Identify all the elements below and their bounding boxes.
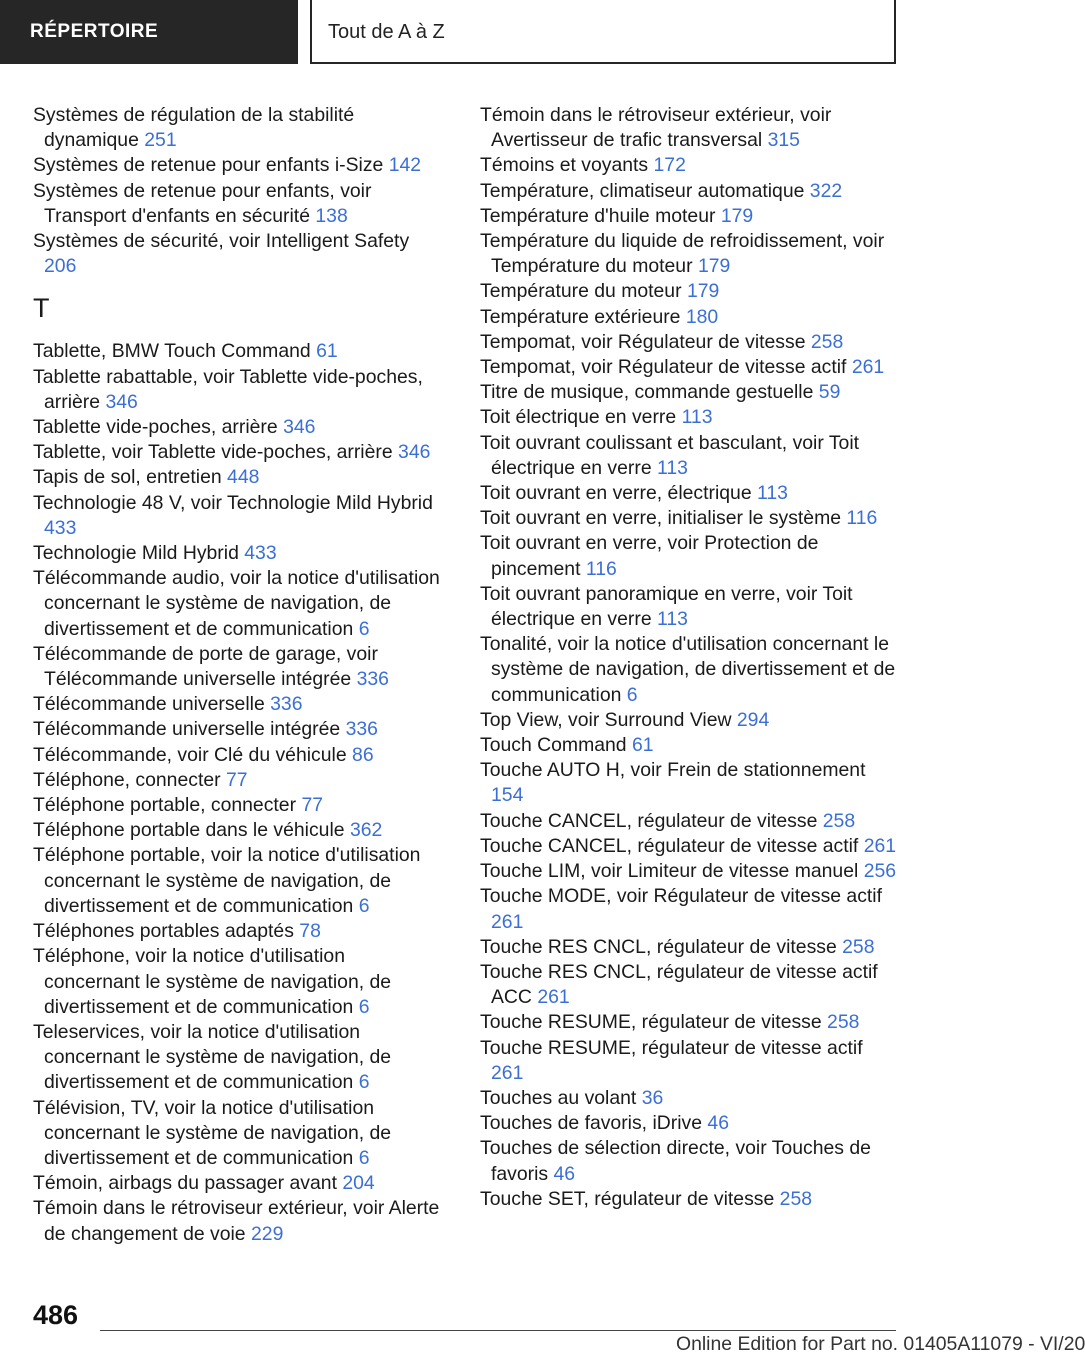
index-entry-text: Technologie Mild Hybrid	[33, 542, 239, 565]
index-entry	[33, 415, 443, 440]
index-entry-text: Touche SET, régulateur de vitesse	[480, 1187, 775, 1210]
page-reference-link[interactable]: 258	[842, 935, 875, 958]
index-entry-text: Technologie 48 V, voir Technologie Mild Hybrid	[33, 491, 433, 514]
index-entry	[33, 491, 443, 541]
index-entry	[480, 431, 900, 481]
index-entry-text: Télécommande de porte de garage, voir Télécommande universelle intégrée	[33, 642, 378, 691]
index-entry	[480, 632, 900, 708]
index-entry-text: Touche MODE, voir Régulateur de vitesse actif	[480, 885, 882, 908]
footer-divider	[100, 1330, 896, 1331]
index-entry	[480, 733, 900, 758]
page-reference-link[interactable]: 179	[697, 255, 731, 278]
index-entry	[33, 793, 443, 818]
page-reference-link[interactable]: 179	[720, 204, 754, 227]
index-entry-text: Température, climatiseur automatique	[480, 179, 805, 202]
index-entry	[33, 818, 443, 843]
index-entry-text: Température du liquide de refroidissement, voir Température du moteur	[480, 230, 885, 278]
index-entry	[480, 531, 900, 581]
page-reference-link[interactable]: 172	[653, 154, 686, 177]
index-entry	[33, 153, 443, 178]
index-entry-text: Touches de sélection directe, voir Touches de favoris	[480, 1137, 871, 1185]
index-entry-text: Tablette vide-poches, arrière	[33, 416, 278, 439]
page-reference-link[interactable]: 258	[779, 1187, 813, 1210]
index-entry	[33, 229, 443, 279]
index-entry	[33, 1096, 443, 1172]
index-entry-text: Téléphone portable, voir la notice d'utilisation concernant le système de navigation, de divertissement et de communication	[33, 844, 421, 917]
page-reference-link[interactable]: 6	[358, 1146, 370, 1169]
index-entry	[33, 717, 443, 742]
index-entry	[480, 1136, 900, 1186]
index-entry-text: Témoin dans le rétroviseur extérieur, voir Alerte de changement de voie	[33, 1197, 440, 1245]
index-entry-text: Touche CANCEL, régulateur de vitesse	[480, 809, 818, 832]
page-reference-link[interactable]: 315	[767, 129, 800, 152]
index-entry-text: Téléphone portable, connecter	[33, 794, 297, 817]
page-reference-link[interactable]: 336	[356, 668, 389, 691]
index-entry	[480, 834, 900, 859]
index-entry-text: Télécommande audio, voir la notice d'utilisation concernant le système de navigation, de divertissement et de communication	[33, 567, 440, 640]
page-reference-link[interactable]: 448	[227, 466, 260, 489]
index-entry-text: Touche LIM, voir Limiteur de vitesse manuel	[480, 860, 859, 883]
index-entry-text: Toit électrique en verre	[480, 406, 677, 429]
index-entry-text: Tonalité, voir la notice d'utilisation concernant le système de navigation, de divertissement et de communication	[480, 633, 896, 706]
page-reference-link[interactable]: 346	[283, 416, 316, 439]
section-label: RÉPERTOIRE	[30, 21, 159, 42]
index-entry-text: Témoin, airbags du passager avant	[33, 1172, 337, 1195]
page-reference-link[interactable]: 433	[44, 516, 77, 539]
page-reference-link[interactable]: 6	[358, 617, 370, 640]
index-entry	[480, 1036, 900, 1086]
index-entry-text: Touche AUTO H, voir Frein de stationnement	[480, 759, 866, 782]
page-reference-link[interactable]: 261	[851, 356, 885, 379]
page-reference-link[interactable]: 86	[352, 743, 374, 766]
index-entry	[480, 1111, 900, 1136]
index-entry	[33, 768, 443, 793]
index-entry	[480, 204, 900, 229]
index-entry	[33, 1171, 443, 1196]
index-entry	[33, 642, 443, 692]
index-entry-text: Toit ouvrant panoramique en verre, voir Toit électrique en verre	[480, 582, 853, 631]
index-entry-text: Tablette, BMW Touch Command	[33, 340, 311, 363]
index-entry-text: Toit ouvrant coulissant et basculant, voir Toit électrique en verre	[480, 431, 860, 479]
index-entry-text: Télécommande, voir Clé du véhicule	[33, 743, 347, 766]
page-reference-link[interactable]: 346	[398, 441, 431, 464]
index-entry-text: Systèmes de sécurité, voir Intelligent Safety	[33, 230, 410, 253]
page-reference-link[interactable]: 113	[657, 608, 688, 631]
page-reference-link[interactable]: 61	[631, 734, 654, 757]
index-entry-text: Touche RES CNCL, régulateur de vitesse	[480, 935, 837, 958]
index-entry-text: Télécommande universelle	[33, 693, 265, 716]
index-entry-text: Témoins et voyants	[480, 154, 649, 177]
page-reference-link[interactable]: 116	[846, 507, 878, 530]
page-reference-link[interactable]: 59	[818, 381, 841, 404]
index-entry	[33, 339, 443, 364]
index-entry	[480, 330, 900, 355]
index-entry	[480, 103, 900, 153]
index-entry	[33, 692, 443, 717]
page-reference-link[interactable]: 346	[105, 390, 138, 413]
page-reference-link[interactable]: 206	[44, 255, 77, 278]
page-reference-link[interactable]: 77	[301, 794, 324, 817]
page-reference-link[interactable]: 322	[809, 179, 843, 202]
index-letter-heading: T	[33, 293, 50, 324]
index-entry-text: Téléphones portables adaptés	[33, 920, 294, 943]
page-number: 486	[33, 1300, 79, 1330]
page-reference-link[interactable]: 46	[707, 1112, 729, 1135]
page-reference-link[interactable]: 116	[585, 557, 617, 580]
index-entry-text: Teleservices, voir la notice d'utilisation concernant le système de navigation, de divertissement et de communication	[33, 1020, 392, 1094]
index-entry	[480, 884, 900, 934]
index-entry	[480, 179, 900, 204]
index-entry	[33, 919, 443, 944]
index-entry	[33, 566, 443, 642]
index-entry	[480, 859, 900, 884]
page-reference-link[interactable]: 142	[388, 154, 422, 177]
index-entry	[480, 380, 900, 405]
index-entry	[480, 1187, 900, 1212]
index-entry-text: Toit ouvrant en verre, initialiser le système	[480, 507, 842, 530]
page-reference-link[interactable]: 294	[736, 708, 770, 731]
page-reference-link[interactable]: 336	[345, 718, 378, 741]
page-reference-link[interactable]: 180	[685, 305, 719, 328]
index-entry	[33, 843, 443, 919]
index-column-left	[33, 103, 443, 1247]
page-reference-link[interactable]: 204	[342, 1172, 375, 1195]
page-reference-link[interactable]: 256	[863, 860, 897, 883]
page-title: Tout de A à Z	[328, 21, 445, 43]
index-entry	[480, 279, 900, 304]
index-entry-text: Tempomat, voir Régulateur de vitesse	[480, 330, 806, 353]
page-reference-link[interactable]: 6	[626, 683, 638, 706]
page-reference-link[interactable]: 46	[553, 1162, 576, 1185]
index-entry-text: Systèmes de retenue pour enfants i‑Size	[33, 154, 384, 177]
index-entry-text: Télécommande universelle intégrée	[33, 718, 341, 741]
index-entry-text: Titre de musique, commande gestuelle	[480, 381, 814, 404]
index-entry-text: Température extérieure	[480, 305, 681, 328]
index-entry	[480, 758, 900, 808]
index-entry	[33, 103, 443, 153]
index-entry	[480, 405, 900, 430]
index-column-right	[480, 103, 900, 1212]
index-entry-text: Température du moteur	[480, 280, 682, 303]
index-entry	[480, 305, 900, 330]
page-reference-link[interactable]: 261	[491, 1061, 524, 1084]
index-entry	[480, 708, 900, 733]
page-reference-link[interactable]: 6	[358, 1071, 370, 1094]
page-reference-link[interactable]: 6	[358, 894, 370, 917]
index-entry-text: Touches de favoris, iDrive	[480, 1112, 703, 1135]
index-entry	[33, 465, 443, 490]
index-entry	[480, 506, 900, 531]
index-entry-text: Toit ouvrant en verre, électrique	[480, 482, 752, 505]
page-reference-link[interactable]: 261	[863, 834, 897, 857]
page-reference-link[interactable]: 36	[641, 1086, 664, 1109]
index-entry-text: Tapis de sol, entretien	[33, 466, 222, 489]
index-entry	[33, 541, 443, 566]
section-tab	[0, 0, 298, 64]
page-reference-link[interactable]: 77	[225, 768, 248, 791]
index-entry-text: Témoin dans le rétroviseur extérieur, voir Avertisseur de trafic transversal	[480, 104, 832, 152]
page-reference-link[interactable]: 261	[491, 910, 524, 933]
page-reference-link[interactable]: 433	[244, 542, 277, 565]
index-entry	[480, 1010, 900, 1035]
index-entry-text: Téléphone, voir la notice d'utilisation concernant le système de navigation, de divertissement et de communication	[33, 945, 392, 1018]
index-entry	[33, 440, 443, 465]
index-entry	[480, 960, 900, 1010]
page-reference-link[interactable]: 362	[349, 819, 383, 842]
index-entry-text: Tablette, voir Tablette vide-poches, arrière	[33, 441, 393, 464]
index-entry	[480, 229, 900, 279]
index-entry	[480, 809, 900, 834]
index-entry-text: Touch Command	[480, 734, 627, 757]
index-entry-text: Téléphone, connecter	[33, 768, 221, 791]
page-reference-link[interactable]: 251	[144, 129, 177, 152]
footer-watermark: Online Edition for Part no. 01405A11079 - VI/20	[676, 1333, 1085, 1355]
index-entry	[33, 179, 443, 229]
index-entry-text: Systèmes de retenue pour enfants, voir Transport d'enfants en sécurité	[33, 179, 372, 227]
page-reference-link[interactable]: 258	[810, 330, 844, 353]
page-reference-link[interactable]: 113	[657, 456, 688, 479]
page-reference-link[interactable]: 336	[270, 693, 303, 716]
index-entry	[480, 935, 900, 960]
index-entry-text: Tempomat, voir Régulateur de vitesse actif	[480, 356, 847, 379]
page-reference-link[interactable]: 179	[686, 280, 720, 303]
index-entry	[33, 743, 443, 768]
page-reference-link[interactable]: 258	[822, 809, 856, 832]
index-entry-text: Top View, voir Surround View	[480, 708, 732, 731]
index-entry	[33, 365, 443, 415]
page-reference-link[interactable]: 261	[537, 986, 570, 1009]
page-reference-link[interactable]: 113	[681, 406, 713, 429]
index-entry-text: Température d'huile moteur	[480, 204, 716, 227]
index-entry	[33, 1196, 443, 1246]
index-entry	[480, 355, 900, 380]
index-entry	[480, 481, 900, 506]
page-reference-link[interactable]: 154	[491, 784, 524, 807]
index-entry-text: Systèmes de régulation de la stabilité dynamique	[33, 104, 355, 152]
index-entry-text: Touche CANCEL, régulateur de vitesse actif	[480, 834, 859, 857]
page-reference-link[interactable]: 258	[827, 1011, 860, 1034]
index-entry-text: Touche RESUME, régulateur de vitesse actif	[480, 1036, 863, 1059]
index-entry	[33, 944, 443, 1020]
index-entry-text: Toit ouvrant en verre, voir Protection de pincement	[480, 532, 819, 580]
index-entry-text: Touche RESUME, régulateur de vitesse	[480, 1011, 822, 1034]
index-entry	[33, 1020, 443, 1096]
page-reference-link[interactable]: 78	[299, 920, 321, 943]
page-reference-link[interactable]: 113	[757, 482, 788, 505]
header-title-box	[310, 0, 896, 64]
index-entry-text: Téléphone portable dans le véhicule	[33, 819, 345, 842]
index-entry-text: Télévision, TV, voir la notice d'utilisation concernant le système de navigation, de divertissement et de communication	[33, 1096, 392, 1169]
index-entry-text: Touches au volant	[480, 1086, 637, 1109]
index-entry	[480, 1086, 900, 1111]
page-reference-link[interactable]: 61	[316, 340, 338, 363]
index-entry-text: Tablette rabattable, voir Tablette vide-poches, arrière	[33, 365, 423, 413]
page-reference-link[interactable]: 229	[251, 1222, 284, 1245]
index-entry	[480, 582, 900, 632]
page-reference-link[interactable]: 6	[358, 995, 370, 1018]
index-entry-text: Touche RES CNCL, régulateur de vitesse actif ACC	[480, 960, 878, 1009]
page-reference-link[interactable]: 138	[315, 204, 348, 227]
index-entry	[480, 153, 900, 178]
